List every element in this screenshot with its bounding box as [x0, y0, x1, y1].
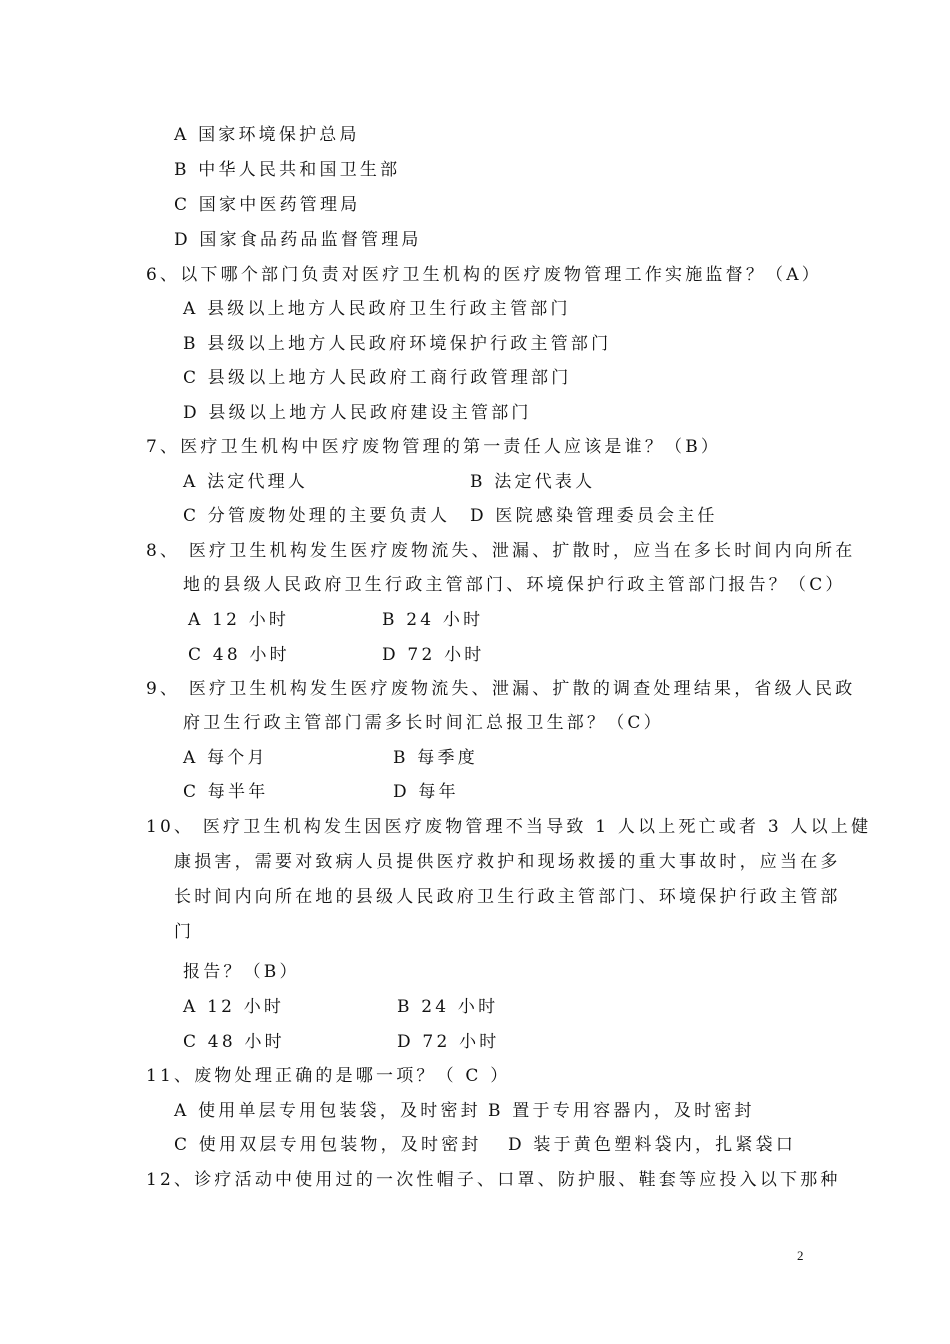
option-line: B 置于专用容器内，及时密封 — [488, 1101, 755, 1121]
option-line: A 国家环境保护总局 — [174, 125, 360, 145]
option-line: C 使用双层专用包装物，及时密封 — [174, 1135, 482, 1155]
option-line: A 12 小时 — [183, 997, 285, 1017]
question-line: 10、 医疗卫生机构发生因医疗废物管理不当导致 1 人以上死亡或者 3 人以上健 — [146, 817, 872, 837]
question-line: 门 — [174, 922, 195, 942]
question-line: 8、 医疗卫生机构发生医疗废物流失、泄漏、扩散时，应当在多长时间内向所在 — [146, 541, 856, 561]
option-line: B 法定代表人 — [470, 472, 596, 492]
option-line: D 国家食品药品监督管理局 — [174, 230, 422, 250]
question-line: 长时间内向所在地的县级人民政府卫生行政主管部门、环境保护行政主管部 — [174, 887, 841, 907]
option-line: A 每个月 — [183, 748, 268, 768]
option-line: B 每季度 — [393, 748, 478, 768]
option-line: A 县级以上地方人民政府卫生行政主管部门 — [183, 299, 571, 319]
question-line: 6、以下哪个部门负责对医疗卫生机构的医疗废物管理工作实施监督？（A） — [146, 265, 822, 285]
option-line: B 中华人民共和国卫生部 — [174, 160, 401, 180]
option-line: B 24 小时 — [382, 610, 484, 630]
option-line: A 使用单层专用包装袋，及时密封 — [174, 1101, 481, 1121]
option-line: C 国家中医药管理局 — [174, 195, 361, 215]
option-line: C 分管废物处理的主要负责人 — [183, 506, 451, 526]
option-line: D 每年 — [393, 782, 459, 802]
option-line: C 48 小时 — [183, 1032, 285, 1052]
option-line: D 72 小时 — [397, 1032, 500, 1052]
question-line: 12、诊疗活动中使用过的一次性帽子、口罩、防护服、鞋套等应投入以下那种 — [146, 1170, 841, 1190]
question-line: 报告？（B） — [183, 962, 300, 982]
option-line: C 48 小时 — [188, 645, 290, 665]
option-line: D 县级以上地方人民政府建设主管部门 — [183, 403, 532, 423]
option-line: B 县级以上地方人民政府环境保护行政主管部门 — [183, 334, 612, 354]
page-number: 2 — [797, 1248, 804, 1263]
question-line: 地的县级人民政府卫生行政主管部门、环境保护行政主管部门报告？（C） — [183, 575, 846, 595]
question-line: 7、医疗卫生机构中医疗废物管理的第一责任人应该是谁？（B） — [146, 437, 722, 457]
option-line: D 72 小时 — [382, 645, 485, 665]
option-line: C 每半年 — [183, 782, 269, 802]
option-line: A 12 小时 — [188, 610, 290, 630]
question-line: 府卫生行政主管部门需多长时间汇总报卫生部？（C） — [183, 713, 664, 733]
option-line: A 法定代理人 — [183, 472, 309, 492]
question-line: 11、废物处理正确的是哪一项？（ C ） — [146, 1066, 511, 1086]
option-line: D 医院感染管理委员会主任 — [470, 506, 718, 526]
question-line: 9、 医疗卫生机构发生医疗废物流失、泄漏、扩散的调查处理结果，省级人民政 — [146, 679, 856, 699]
option-line: D 装于黄色塑料袋内，扎紧袋口 — [508, 1135, 797, 1155]
question-line: 康损害，需要对致病人员提供医疗救护和现场救援的重大事故时，应当在多 — [174, 852, 841, 872]
option-line: C 县级以上地方人民政府工商行政管理部门 — [183, 368, 572, 388]
option-line: B 24 小时 — [397, 997, 499, 1017]
